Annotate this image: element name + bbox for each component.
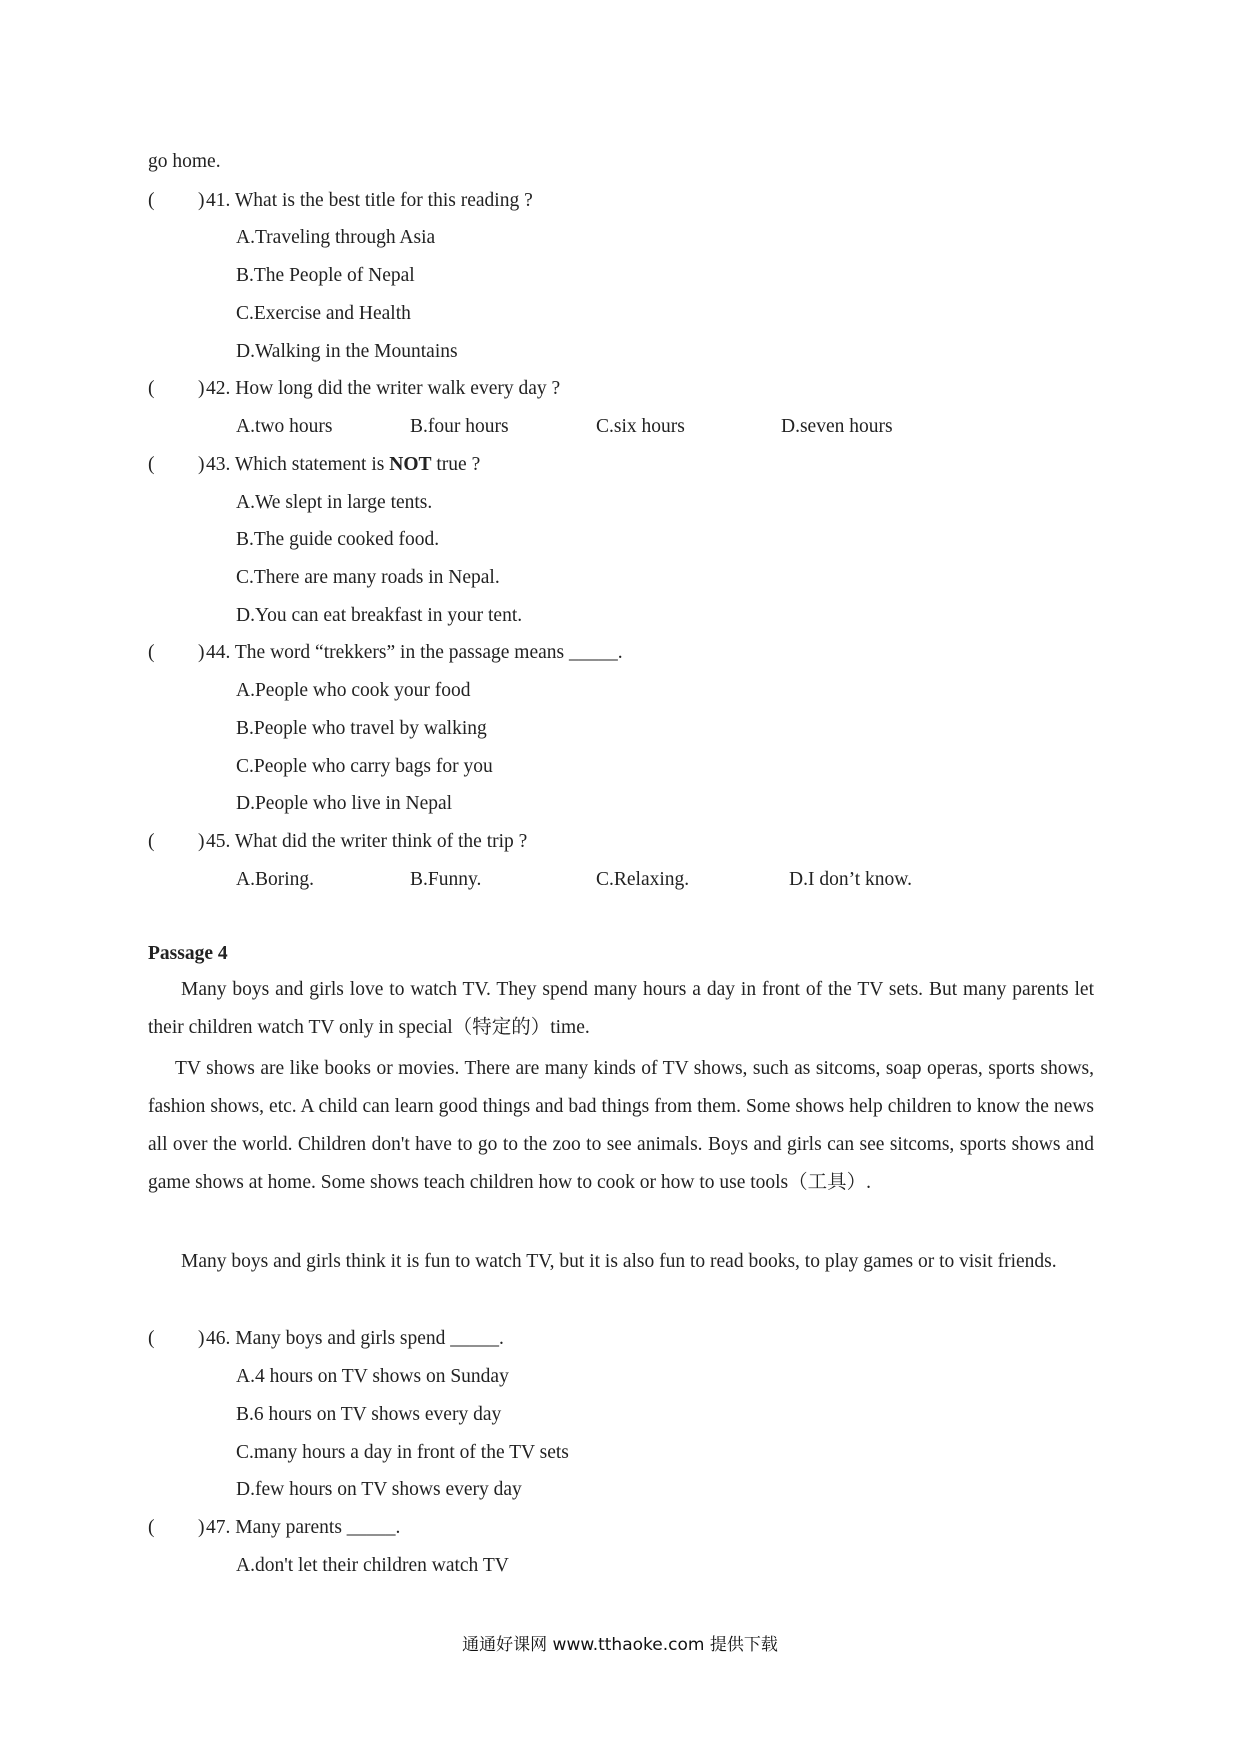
answer-paren-open: (	[148, 190, 155, 211]
question-text: 47. Many parents _____.	[206, 1517, 401, 1538]
option-a: A.We slept in large tents.	[236, 492, 433, 513]
answer-paren-close: )	[198, 831, 205, 852]
answer-paren-open: (	[148, 1517, 155, 1538]
answer-paren-close: )	[198, 454, 205, 475]
option-c: C.Relaxing.	[596, 869, 690, 890]
option-d: D.Walking in the Mountains	[236, 341, 458, 362]
answer-paren-close: )	[198, 1328, 205, 1349]
question-text	[206, 455, 480, 475]
question-text: 46. Many boys and girls spend _____.	[206, 1328, 504, 1349]
answer-paren-open: (	[148, 454, 155, 475]
option-c: C.six hours	[596, 416, 685, 437]
answer-paren-open: (	[148, 642, 155, 663]
passage-paragraph-3: Many boys and girls think it is fun to watch TV, but it is also fun to read books, to play games or to visit friends.	[181, 1251, 1057, 1272]
option-a: A.Boring.	[236, 869, 314, 890]
answer-paren-open: (	[148, 378, 155, 399]
passage-paragraph-1: Many boys and girls love to watch TV. They spend many hours a day in front of the TV sets. But many parents let their children watch TV only in special（特定的）time.	[148, 979, 1094, 1038]
option-a: A.two hours	[236, 416, 333, 437]
question-text-after: true ?	[431, 454, 481, 475]
option-d: D.I don’t know.	[789, 869, 912, 890]
answer-paren-open: (	[148, 831, 155, 852]
option-a: A.Traveling through Asia	[236, 227, 436, 248]
question-text-before: 43. Which statement is	[206, 454, 390, 475]
option-b: B.6 hours on TV shows every day	[236, 1404, 502, 1425]
answer-paren-close: )	[198, 378, 205, 399]
option-c: C.There are many roads in Nepal.	[236, 567, 500, 588]
option-c: C.People who carry bags for you	[236, 756, 493, 777]
option-b: B.Funny.	[410, 869, 482, 890]
option-d: D.seven hours	[781, 416, 893, 437]
passage-paragraph-2: TV shows are like books or movies. There are many kinds of TV shows, such as sitcoms, soap operas, sports shows, fashion shows, etc. A child can learn good things and bad things from them. Some shows help children to know the news all over the world. Children don't have to go to the zoo to see animals. Boys and girls can see sitcoms, sports shows and game shows at home. Some shows teach children how to cook or how to use tools（工具）.	[148, 1058, 1094, 1193]
option-a: A.4 hours on TV shows on Sunday	[236, 1366, 509, 1387]
option-b: B.People who travel by walking	[236, 718, 487, 739]
question-text: 41. What is the best title for this reading ?	[206, 190, 533, 211]
continuation-text: go home.	[148, 151, 221, 172]
question-text-emphasis: NOT	[389, 454, 432, 475]
option-a: A.People who cook your food	[236, 680, 471, 701]
answer-paren-close: )	[198, 642, 205, 663]
option-a: A.don't let their children watch TV	[236, 1555, 509, 1576]
option-d: D.few hours on TV shows every day	[236, 1479, 522, 1500]
option-d: D.You can eat breakfast in your tent.	[236, 605, 523, 626]
answer-paren-open: (	[148, 1328, 155, 1349]
page-footer: 通通好课网 www.tthaoke.com 提供下载	[462, 1635, 778, 1655]
option-b: B.The guide cooked food.	[236, 529, 440, 550]
option-b: B.The People of Nepal	[236, 265, 415, 286]
option-d: D.People who live in Nepal	[236, 793, 453, 814]
passage-title: Passage 4	[148, 943, 228, 964]
answer-paren-close: )	[198, 1517, 205, 1538]
option-c: C.many hours a day in front of the TV sets	[236, 1442, 569, 1463]
option-b: B.four hours	[410, 416, 509, 437]
question-text: 44. The word “trekkers” in the passage means _____.	[206, 642, 623, 663]
question-text: 45. What did the writer think of the trip ?	[206, 831, 528, 852]
question-text: 42. How long did the writer walk every day ?	[206, 378, 561, 399]
option-c: C.Exercise and Health	[236, 303, 411, 324]
answer-paren-close: )	[198, 190, 205, 211]
